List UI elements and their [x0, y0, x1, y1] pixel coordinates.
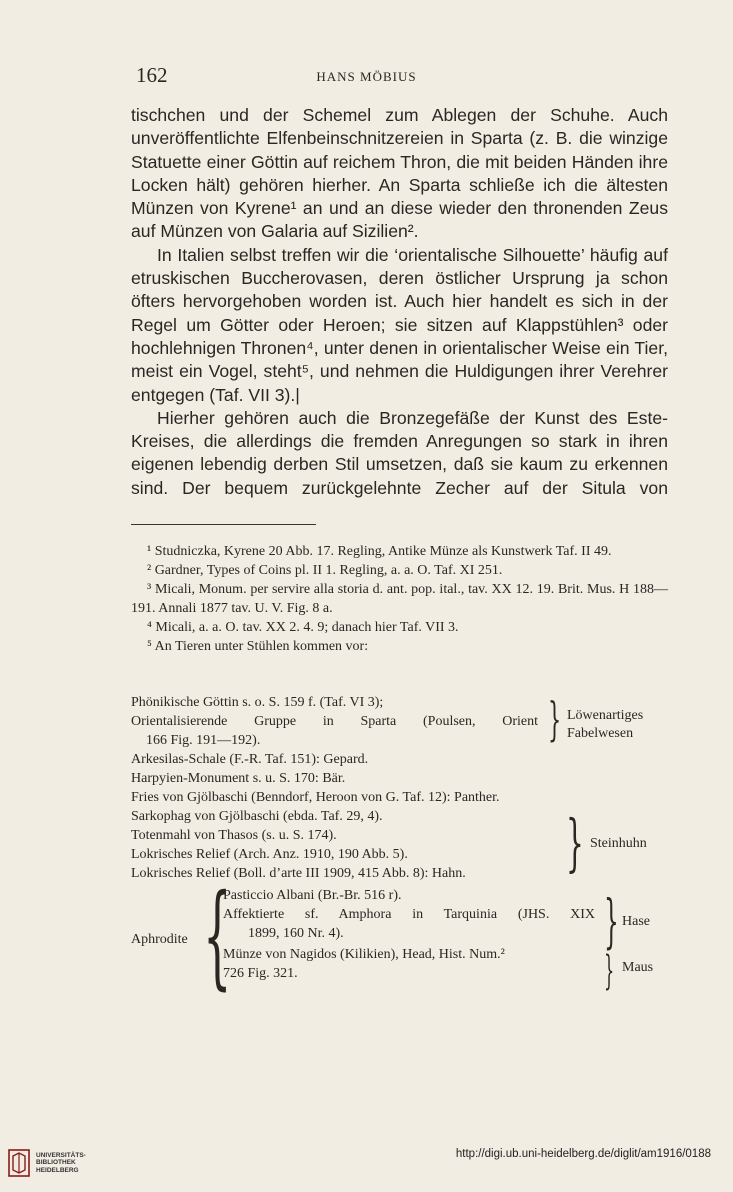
list-item: Münze von Nagidos (Kilikien), Head, Hist. Num.² [223, 947, 505, 962]
running-head: HANS MÖBIUS [316, 69, 417, 84]
footnote: ⁵ An Tieren unter Stühlen kommen vor: [147, 639, 369, 654]
brace: } [604, 887, 619, 955]
brace: } [604, 948, 615, 994]
list-item: Lokrisches Relief (Arch. Anz. 1910, 190 Abb. 5). [131, 847, 408, 862]
library-name-line: HEIDELBERG [36, 1166, 79, 1174]
footnote: ³ Micali, Monum. per servire alla storia d. ant. pop. ital., tav. XX 12. 19. Brit. Mus. H 188—191. Annali 1877 tav. U. V. Fig. 8 a. [131, 582, 668, 616]
group-label: Hase [622, 914, 650, 929]
library-logo [8, 1148, 86, 1178]
list-item: 726 Fig. 321. [223, 966, 298, 981]
list-item: Fries von Gjölbaschi (Benndorf, Heroon von G. Taf. 12): Panther. [131, 790, 500, 805]
library-name-line: BIBLIOTHEK [36, 1159, 76, 1167]
list-item: Phönikische Göttin s. o. S. 159 f. (Taf. VI 3); [131, 695, 384, 710]
university-seal-icon [8, 1148, 30, 1178]
footnote-rule [131, 524, 316, 525]
brace: } [566, 806, 584, 879]
brace: { [203, 871, 232, 1001]
paragraph: tischchen und der Schemel zum Ablegen der Schuhe. Auch unveröffentlichte Elfenbeinschnitzereien in Sparta (z. B. die winzige Statuette einer Göttin auf reichem Thron, die mit beiden Händen ihre Locken hält) gehören hierher. An Sparta schließe ich die ältesten Münzen von Kyrene¹ an und an diese wieder den thronenden Zeus auf Münzen von Galaria auf Sizilien². [131, 105, 668, 242]
group-label: Aphrodite [131, 932, 188, 947]
list-item: Arkesilas-Schale (F.-R. Taf. 151): Gepard. [131, 752, 369, 767]
group-label: Löwenartiges Fabelwesen [567, 708, 644, 741]
paragraph: Hierher gehören auch die Bronzegefäße der Kunst des Este-Kreises, die allerdings die fremden Anregungen so stark in ihren eigenen lebendig derben Stil umsetzen, daß sie kaum zu erkennen sind. Der bequem zurückgelehnte Zecher auf der Situla von [131, 407, 668, 498]
group-label: Maus [622, 960, 654, 975]
main-text [131, 104, 668, 500]
page-number: 162 [136, 63, 168, 87]
group-label: Steinhuhn [590, 836, 647, 851]
paragraph: In Italien selbst treffen wir die ‘orientalische Silhouette’ häufig auf etruskischen Buccherovasen, deren östlicher Ursprung ja schon öfters hervorgehoben worden ist. Auch hier handelt es sich in der Regel um Götter oder Heroen; sie sitzen auf Klappstühlen³ oder hochlehnigen Thronen⁴, unter denen in orientalischer Weise ein Tier, meist ein Vogel, steht⁵, und nehmen die Huldigungen ihrer Verehrer entgegen (Taf. VII 3).| [131, 244, 668, 405]
footnote: ⁴ Micali, a. a. O. tav. XX 2. 4. 9; danach hier Taf. VII 3. [147, 620, 459, 635]
source-url[interactable]: http://digi.ub.uni-heidelberg.de/diglit/am1916/0188 [455, 1148, 711, 1160]
list-item: 166 Fig. 191—192). [146, 733, 261, 748]
list-item: Lokrisches Relief (Boll. d’arte III 1909, 415 Abb. 8): Hahn. [131, 866, 466, 881]
brace: } [548, 692, 562, 746]
footnote: ¹ Studniczka, Kyrene 20 Abb. 17. Regling, Antike Münze als Kunstwerk Taf. II 49. [147, 544, 612, 559]
library-name-line: UNIVERSITÄTS- [36, 1151, 86, 1159]
list-item: Orientalisierende Gruppe in Sparta (Poulsen, Orient [131, 714, 538, 729]
list-item: Sarkophag von Gjölbaschi (ebda. Taf. 29, 4). [131, 809, 383, 824]
list-item: Totenmahl von Thasos (s. u. S. 174). [131, 828, 337, 843]
list-item: Harpyien-Monument s. u. S. 170: Bär. [131, 771, 346, 786]
list-item: Affektierte sf. Amphora in Tarquinia (JHS. XIX [223, 907, 595, 922]
library-name [36, 1152, 86, 1175]
footnotes [131, 542, 668, 656]
list-item: 1899, 160 Nr. 4). [248, 926, 344, 941]
footnote: ² Gardner, Types of Coins pl. II 1. Regling, a. a. O. Taf. XI 251. [147, 563, 503, 578]
list-item: Pasticcio Albani (Br.-Br. 516 r). [223, 888, 402, 903]
